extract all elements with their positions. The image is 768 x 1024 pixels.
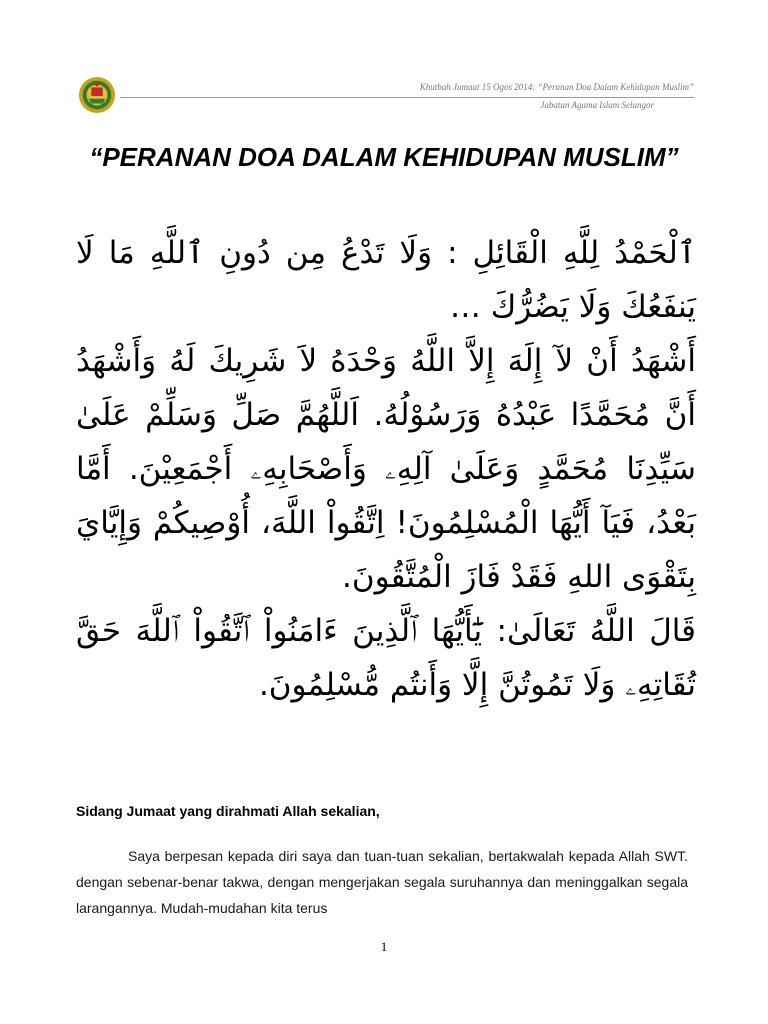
body-paragraph: Saya berpesan kepada diri saya dan tuan-tuan sekalian, bertakwalah kepada Allah SWT. dengan sebenar-benar takwa, dengan mengerjakan segala suruhannya dan meninggalkan segala larangannya. Mudah-mudahan kita terus <box>76 848 688 916</box>
greeting: Sidang Jumaat yang dirahmati Allah sekalian, <box>76 803 380 819</box>
arabic-text-block <box>76 226 696 712</box>
arabic-opening-verse: ٱلْحَمْدُ لِلَّهِ الْقَائِلِ : وَلَا تَدْعُ مِن دُونِ ٱللَّهِ مَا لَا يَنفَعُكَ وَلَا يَضُرُّكَ … <box>76 235 696 325</box>
header-sermon-info: Khutbah Jumaat 15 Ogos 2014: “Peranan Doa Dalam Kehidupan Muslim” <box>419 82 694 92</box>
arabic-shahada: أَشْهَدُ أَنْ لآ إِلَهَ إِلاَّ اللَّهُ وَحْدَهُ لاَ شَرِيكَ لَهُ وَأَشْهَدُ أَنَّ مُحَمَّدًا عَبْدُهُ وَرَسُوْلُهُ. اَللَّهُمَّ صَلِّ وَسَلِّمْ عَلَىٰ سَيِّدِنَا مُحَمَّدٍ وَعَلَىٰ آلِهِۦ وَأَصْحَابِهِۦ أَجْمَعِيْنَ. أَمَّا بَعْدُ، فَيَآ أَيُّهَا الْمُسْلِمُونَ! اِتَّقُواْ اللَّهَ، أُوْصِيكُمْ وَإِيَّايَ بِتَقْوَى اللهِ فَقَدْ فَازَ الْمُتَّقُونَ. <box>76 343 696 595</box>
page-title: “PERANAN DOA DALAM KEHIDUPAN MUSLIM” <box>89 142 679 172</box>
page-header <box>78 70 694 116</box>
header-department: Jabatan Agama Islam Selangor <box>540 100 654 110</box>
selangor-emblem-icon <box>78 76 116 114</box>
arabic-closing-verse: قَالَ اللَّهُ تَعَالَىٰ: يَٰٓأَيُّهَا ٱلَّذِينَ ءَامَنُواْ ٱتَّقُواْ ٱللَّهَ حَقَّ تُقَاتِهِۦ وَلَا تَمُوتُنَّ إِلَّا وَأَنتُم مُّسْلِمُونَ. <box>76 613 696 703</box>
page-number: 1 <box>380 939 388 954</box>
header-rule <box>120 97 694 98</box>
